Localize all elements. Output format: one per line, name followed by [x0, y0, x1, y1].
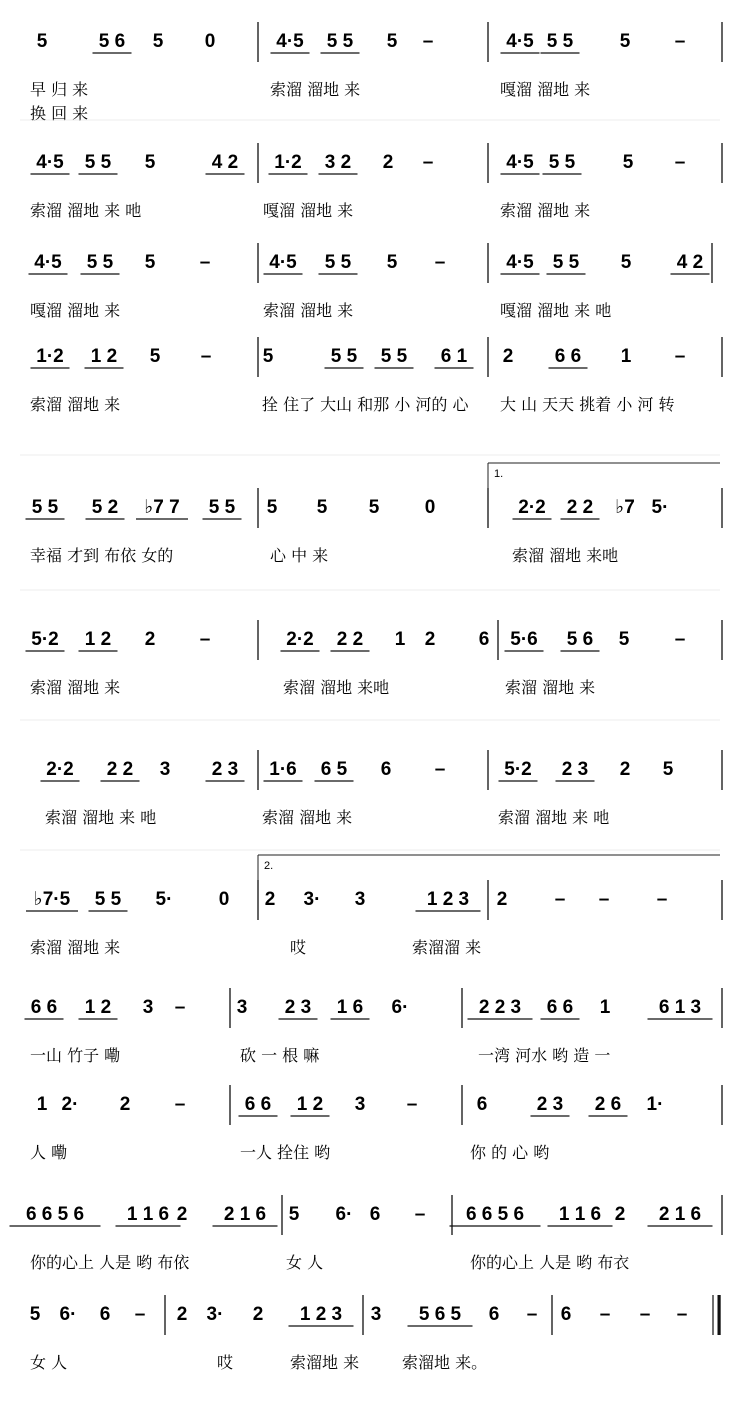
note: 5 5 — [86, 252, 114, 273]
staff-line-6 — [26, 620, 723, 697]
note: 4·5 — [506, 252, 534, 273]
note: 1 2 — [296, 1094, 324, 1115]
note: 2 — [502, 346, 514, 367]
note: 2 — [176, 1204, 188, 1225]
note: 5 — [620, 252, 632, 273]
note: 5 5 — [94, 889, 122, 910]
note: 2 — [119, 1094, 131, 1115]
note: 1 1 6 — [558, 1204, 602, 1225]
note: 5·2 — [31, 629, 59, 650]
note: 4·5 — [506, 152, 534, 173]
note: 5 — [368, 497, 380, 518]
note: 5 5 — [546, 31, 574, 52]
note: 1 6 — [336, 997, 364, 1018]
lyric-text: 索溜 溜地 来 吔 — [30, 201, 142, 220]
note: 5 5 — [548, 152, 576, 173]
note: – — [639, 1304, 651, 1325]
note: 3 — [236, 997, 248, 1018]
note: 5 — [622, 152, 634, 173]
note: 2 — [252, 1304, 264, 1325]
note: 5 5 — [208, 497, 236, 518]
note: 2 — [496, 889, 508, 910]
note: 4·5 — [506, 31, 534, 52]
lyric-text: 大 山 天天 挑着 小 河 转 — [500, 395, 675, 414]
note: 5 2 — [91, 497, 119, 518]
note: 2 6 — [594, 1094, 622, 1115]
note: 2 1 6 — [658, 1204, 702, 1225]
note: 5·2 — [504, 759, 532, 780]
lyric-text: 你的心上 人是 哟 布依 — [30, 1253, 190, 1272]
lyric-text: 女 人 — [286, 1253, 324, 1272]
note: 2 2 — [566, 497, 594, 518]
lyric-text: 索溜 溜地 来 — [262, 808, 353, 827]
note: 2 3 — [211, 759, 239, 780]
staff-line-1 — [30, 22, 722, 123]
note: 3· — [303, 889, 321, 910]
lyric-text: 嘎溜 溜地 来 — [263, 201, 354, 220]
lyric-text: 幸福 才到 布依 女的 — [30, 546, 174, 565]
note: 1 — [394, 629, 406, 650]
note: 6 6 — [546, 997, 574, 1018]
note: – — [674, 346, 686, 367]
note: 5 — [262, 346, 274, 367]
lyric-text: 索溜 溜地 来 — [30, 678, 121, 697]
note: 1 1 6 — [126, 1204, 170, 1225]
note: 1 — [599, 997, 611, 1018]
note: 3 — [370, 1304, 382, 1325]
note: 1·2 — [36, 346, 64, 367]
lyric-text: 早 归 来 — [30, 80, 89, 99]
lyric-text: 索溜地 来 — [290, 1353, 360, 1372]
note: – — [199, 252, 211, 273]
note: 4 2 — [676, 252, 704, 273]
lyric-text: 嘎溜 溜地 来 — [30, 301, 121, 320]
lyric-text: 索溜 溜地 来 — [30, 938, 121, 957]
staff-line-3 — [29, 243, 713, 320]
lyric-text: 一山 竹子 嘞 — [30, 1046, 121, 1065]
lyric-text: 哎 — [217, 1353, 234, 1372]
note: 3 2 — [324, 152, 352, 173]
lyric-text: 你的心上 人是 哟 布衣 — [470, 1253, 630, 1272]
lyric-text: 索溜溜 来 — [412, 938, 482, 957]
note: 2 3 — [284, 997, 312, 1018]
lyric-text: 索溜 溜地 来 吔 — [45, 808, 157, 827]
note: – — [674, 152, 686, 173]
lyric-text: 索溜 溜地 来 — [505, 678, 596, 697]
lyric-text: 索溜 溜地 来 — [270, 80, 361, 99]
note: 4 2 — [211, 152, 239, 173]
note: 6 6 — [30, 997, 58, 1018]
note: 3 — [354, 889, 366, 910]
note: – — [174, 997, 186, 1018]
note: 2 — [176, 1304, 188, 1325]
note: 2 3 — [536, 1094, 564, 1115]
lyric-text: 嘎溜 溜地 来 吔 — [500, 301, 612, 320]
note: 5·6 — [510, 629, 538, 650]
note: 6· — [59, 1304, 77, 1325]
note: 5 6 — [98, 31, 126, 52]
lyric-text: 女 人 — [30, 1353, 68, 1372]
note: 3 — [159, 759, 171, 780]
lyric-text: 哎 — [290, 938, 307, 957]
note: 1 2 3 — [299, 1304, 343, 1325]
note: 4·5 — [36, 152, 64, 173]
note: – — [174, 1094, 186, 1115]
note: 5 5 — [326, 31, 354, 52]
staff-line-2 — [30, 143, 722, 220]
note: 6 — [99, 1304, 111, 1325]
note: 5 — [36, 31, 48, 52]
note: – — [422, 31, 434, 52]
note: – — [414, 1204, 426, 1225]
note: 6 5 — [320, 759, 348, 780]
note: 4·5 — [34, 252, 62, 273]
volta-number: 2. — [264, 860, 274, 872]
note: 2 — [382, 152, 394, 173]
note: 1 2 — [84, 629, 112, 650]
note: 2 — [619, 759, 631, 780]
note: 2·2 — [46, 759, 74, 780]
note: 5 — [316, 497, 328, 518]
note: 5 — [662, 759, 674, 780]
lyric-text: 索溜 溜地 来 — [263, 301, 354, 320]
note: – — [598, 889, 610, 910]
note: 2·2 — [286, 629, 314, 650]
staff-line-10 — [30, 1085, 722, 1162]
note: 1· — [646, 1094, 664, 1115]
lyric-text: 索溜 溜地 来 — [500, 201, 591, 220]
note: 5 5 — [330, 346, 358, 367]
volta-number: 1. — [494, 468, 504, 480]
note: – — [656, 889, 668, 910]
note: 5 — [149, 346, 161, 367]
lyric-text-second-verse: 换 回 来 — [30, 104, 89, 123]
note: 3 — [354, 1094, 366, 1115]
note: – — [134, 1304, 146, 1325]
note: 2 2 3 — [478, 997, 522, 1018]
note: 5 — [144, 252, 156, 273]
note: 5 — [619, 31, 631, 52]
lyric-text: 索溜 溜地 来吔 — [283, 678, 390, 697]
note: 2·2 — [518, 497, 546, 518]
note: 6· — [391, 997, 409, 1018]
note: 2 2 — [336, 629, 364, 650]
note: 1 2 — [84, 997, 112, 1018]
note: 3· — [206, 1304, 224, 1325]
note: 5 — [29, 1304, 41, 1325]
staff-line-12 — [30, 1295, 720, 1372]
note: 0 — [204, 31, 216, 52]
staff-line-5 — [26, 463, 723, 565]
note: 5 — [386, 252, 398, 273]
note: 2 3 — [561, 759, 589, 780]
note: 6 — [478, 629, 490, 650]
note: 2 — [614, 1204, 626, 1225]
note: 5 5 — [31, 497, 59, 518]
note: 2 — [144, 629, 156, 650]
note: 5 — [618, 629, 630, 650]
note: 6 — [369, 1204, 381, 1225]
note: 5 6 5 — [418, 1304, 462, 1325]
lyric-text: 拴 住了 大山 和那 小 河的 心 — [262, 395, 469, 414]
note: – — [554, 889, 566, 910]
note: 5· — [155, 889, 173, 910]
note: ♭7·5 — [33, 889, 71, 910]
lyric-text: 索溜地 来。 — [402, 1353, 488, 1372]
note: 5 5 — [552, 252, 580, 273]
note: 6 6 — [554, 346, 582, 367]
note: 6 1 3 — [658, 997, 702, 1018]
lyric-text: 你 的 心 哟 — [470, 1143, 550, 1162]
note: 2 1 6 — [223, 1204, 267, 1225]
staff-line-4 — [30, 337, 722, 414]
note: 1·6 — [269, 759, 297, 780]
note: – — [199, 629, 211, 650]
note: 6 — [560, 1304, 572, 1325]
note: 6 6 5 6 — [465, 1204, 525, 1225]
staff-line-9 — [25, 988, 723, 1065]
note: 0 — [218, 889, 230, 910]
note: – — [434, 252, 446, 273]
note: 1 — [620, 346, 632, 367]
note: – — [526, 1304, 538, 1325]
note: 6 — [476, 1094, 488, 1115]
note: 5 5 — [380, 346, 408, 367]
note: 4·5 — [269, 252, 297, 273]
note: 1 2 — [90, 346, 118, 367]
note: – — [674, 31, 686, 52]
note: – — [676, 1304, 688, 1325]
note: 5 5 — [324, 252, 352, 273]
note: 5 — [144, 152, 156, 173]
note: 2 2 — [106, 759, 134, 780]
note: 6 — [380, 759, 392, 780]
lyric-text: 人 嘞 — [30, 1143, 68, 1162]
lyric-text: 嘎溜 溜地 来 — [500, 80, 591, 99]
note: 5 — [266, 497, 278, 518]
note: 6 6 5 6 — [25, 1204, 85, 1225]
note: 1 2 3 — [426, 889, 470, 910]
lyric-text: 砍 一 根 嘛 — [240, 1046, 320, 1065]
note: 2· — [61, 1094, 79, 1115]
note: – — [200, 346, 212, 367]
staff-line-7 — [41, 750, 723, 827]
note: 0 — [424, 497, 436, 518]
note: – — [434, 759, 446, 780]
note: – — [674, 629, 686, 650]
note: ♭7 — [615, 497, 635, 518]
note: 5 6 — [566, 629, 594, 650]
note: – — [406, 1094, 418, 1115]
note: ♭7 7 — [144, 497, 180, 518]
note: 5 — [288, 1204, 300, 1225]
staff-line-8 — [26, 855, 722, 957]
lyric-text: 索溜 溜地 来吔 — [512, 546, 619, 565]
note: 5· — [651, 497, 669, 518]
note: 5 — [386, 31, 398, 52]
lyric-text: 索溜 溜地 来 吔 — [498, 808, 610, 827]
note: 3 — [142, 997, 154, 1018]
note: – — [599, 1304, 611, 1325]
note: 2 — [264, 889, 276, 910]
note: 4·5 — [276, 31, 304, 52]
staff-line-11 — [10, 1195, 723, 1272]
note: 2 — [424, 629, 436, 650]
lyric-text: 一湾 河水 哟 造 一 — [478, 1046, 611, 1065]
note: 6 — [488, 1304, 500, 1325]
lyric-text: 心 中 来 — [270, 546, 329, 565]
note: 5 5 — [84, 152, 112, 173]
lyric-text: 一人 拴住 哟 — [240, 1143, 331, 1162]
note: 6 1 — [440, 346, 468, 367]
note: – — [422, 152, 434, 173]
note: 5 — [152, 31, 164, 52]
note: 6 6 — [244, 1094, 272, 1115]
lyric-text: 索溜 溜地 来 — [30, 395, 121, 414]
note: 6· — [335, 1204, 353, 1225]
note: 1·2 — [274, 152, 302, 173]
note: 1 — [36, 1094, 48, 1115]
